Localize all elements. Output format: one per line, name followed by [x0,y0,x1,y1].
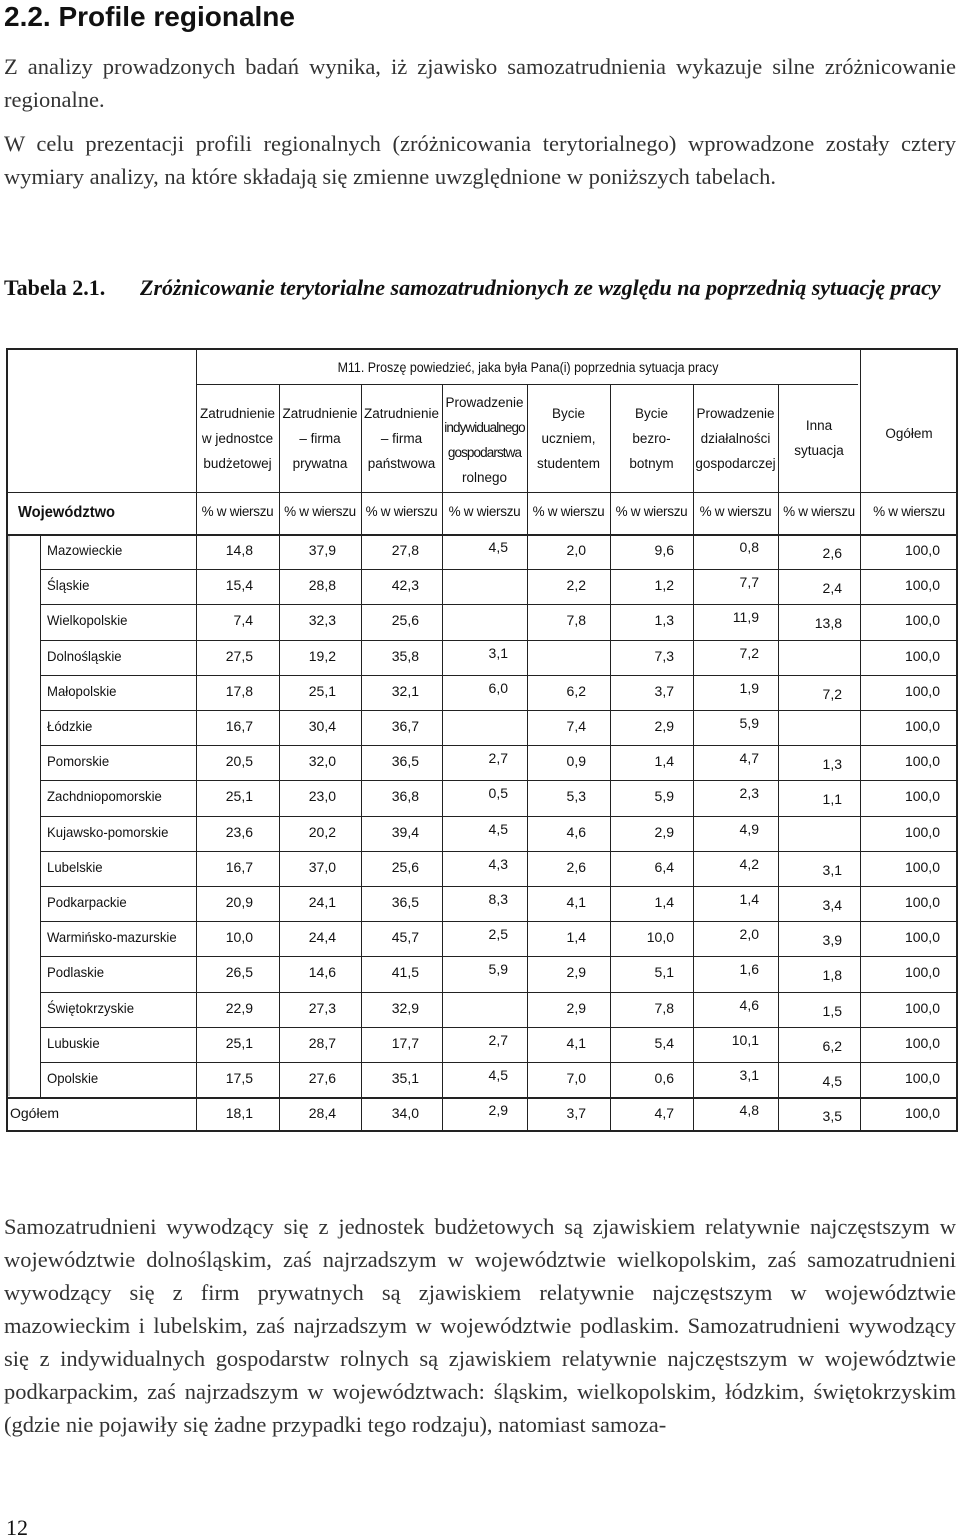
table-cell: 27,5 [225,648,253,664]
table-cell: 2,9 [654,824,674,840]
column-header-line: Bycie [551,405,585,421]
table-cell: 2,6 [822,545,842,561]
column-header-lines [364,401,439,476]
table-cell: 4,3 [488,856,508,872]
table-cell: 1,8 [822,967,842,983]
table-cell: 100,0 [904,1000,940,1016]
table-cell: 1,9 [739,680,759,696]
table-cell: 10,1 [731,1032,759,1048]
table-cell: 3,5 [822,1108,842,1124]
total-row-label: Ogółem [10,1105,60,1121]
column-header-lines [537,401,600,476]
table-cell: 20,9 [225,894,253,910]
unit-label: % w wierszu [615,504,688,519]
table-cell: 100,0 [904,788,940,804]
table-cell: 32,9 [391,1000,419,1016]
column-header [610,398,693,478]
column-header [778,398,860,478]
table-cell: 0,9 [566,753,586,769]
table-cell: 4,6 [566,824,586,840]
table-cell: 22,9 [225,1000,253,1016]
table-cell: 4,1 [566,894,586,910]
table-cell: 19,2 [308,648,336,664]
region-label: Śląskie [47,577,90,593]
table-cell: 17,7 [391,1035,419,1051]
region-label: Podlaskie [47,964,105,980]
region-label: Lubelskie [47,859,103,875]
table-cell: 45,7 [391,929,419,945]
table-cell: 1,2 [654,577,674,593]
region-label: Opolskie [47,1070,99,1086]
table-cell: 1,3 [654,612,674,628]
table-cell: 100,0 [904,964,940,980]
table-cell: 5,9 [739,715,759,731]
table-cell: 2,0 [566,542,586,558]
rule-col [778,384,779,1132]
column-header-lines [629,401,673,476]
page-number: 12 [6,1515,28,1540]
table-cell: 2,7 [488,1032,508,1048]
table-cell: 32,1 [391,683,419,699]
table-cell: 5,1 [654,964,674,980]
table-cell: 100,0 [904,648,940,664]
table-cell: 2,5 [488,926,508,942]
rule-row [40,780,958,781]
region-label: Warmińsko-mazurskie [47,929,177,945]
column-header-line: gospodarstwa [447,445,522,460]
column-header-line: w jednostce [201,430,274,446]
method-paragraph: W celu prezentacji profili regionalnych (zróżnicowania terytorialnego) wprowadzone zostały cztery wymiary analizy, na które składają się zmienne uwzględnione w poniższych tabelach. [4,131,956,189]
table-cell: 7,8 [566,612,586,628]
rule-row [40,886,958,887]
table-cell: 42,3 [391,577,419,593]
table-cell: 20,2 [308,824,336,840]
table-cell: 35,1 [391,1070,419,1086]
table-cell: 4,5 [488,539,508,555]
table-cell: 3,7 [654,683,674,699]
table-cell: 10,0 [646,929,674,945]
column-header-line: sytuacja [794,443,844,458]
unit-label: % w wierszu [448,504,521,519]
table-cell: 2,9 [566,964,586,980]
table-cell: 1,4 [566,929,586,945]
row-header-wojewodztwo: Województwo [18,504,116,521]
column-header-line: Prowadzenie [445,395,524,410]
table-cell: 24,4 [308,929,336,945]
column-header-line: Zatrudnienie [282,405,358,421]
column-header-line: indywidualnego [444,420,525,435]
table-cell: 32,0 [308,753,336,769]
table-cell: 100,0 [904,859,940,875]
table-cell: 27,3 [308,1000,336,1016]
table-cell: 2,4 [822,580,842,596]
rule-col [442,384,443,1132]
table-cell: 4,5 [822,1073,842,1089]
table-cell: 100,0 [904,577,940,593]
table-cell: 3,4 [822,897,842,913]
column-header-line: Zatrudnienie [199,405,276,421]
rule-row [40,1027,958,1028]
rule-col [610,384,611,1132]
column-header-line: gospodarczej [695,455,776,471]
table-cell: 39,4 [391,824,419,840]
table-cell: 5,9 [488,961,508,977]
table-cell: 7,3 [654,648,674,664]
rule-region-left [40,534,41,1097]
rule-row [40,675,958,676]
region-label: Mazowieckie [47,542,123,558]
table-caption-number: Tabela 2.1. [4,275,106,300]
column-header-lines [200,401,275,476]
table-cell: 25,6 [391,612,419,628]
table-cell: 4,1 [566,1035,586,1051]
table-cell: 7,4 [566,718,586,734]
column-header-line: budżetowej [203,455,272,471]
table-cell: 20,5 [225,753,253,769]
column-header-line: Zatrudnienie [363,405,440,421]
table-cell: 36,7 [391,718,419,734]
table-cell: 1,4 [739,891,759,907]
column-header [279,398,361,478]
region-label: Zachdniopomorskie [47,788,162,804]
table-cell: 16,7 [225,859,253,875]
table-cell: 2,9 [488,1102,508,1118]
table-cell: 23,6 [225,824,253,840]
column-header-line: studentem [536,455,601,471]
column-header-line: Bycie [634,405,668,421]
column-header-line: prywatna [292,455,348,471]
rule-col [693,384,694,1132]
table-cell: 36,5 [391,894,419,910]
column-header-line: – firma [380,430,423,446]
region-label: Wielkopolskie [47,612,128,628]
region-label: Podkarpackie [47,894,127,910]
table-cell: 5,9 [654,788,674,804]
rule-row [40,992,958,993]
table-cell: 4,8 [739,1102,759,1118]
region-label: Dolnośląskie [47,648,122,664]
column-header-lines [444,390,524,490]
table-cell: 0,6 [654,1070,674,1086]
table-cell: 28,4 [308,1105,336,1121]
table-cell: 27,8 [391,542,419,558]
table-cell: 30,4 [308,718,336,734]
table-cell: 2,6 [566,859,586,875]
table-cell: 23,0 [308,788,336,804]
rule-row [40,604,958,605]
table-cell: 28,7 [308,1035,336,1051]
region-label: Małopolskie [47,683,117,699]
unit-label: % w wierszu [201,504,274,519]
table-cell: 100,0 [904,894,940,910]
column-header [527,398,610,478]
rule-row [40,640,958,641]
table-cell: 14,6 [308,964,336,980]
table-cell: 3,9 [822,932,842,948]
analysis-paragraph: Samozatrudnieni wywodzący się z jednostek budżetowych są zjawiskiem relatywnie najczęstszym w województwie dolnośląskim, zaś najrzadszym w województwie wielkopolskim, zaś samozatrudnieni wywodzący się z firm prywatnych są zjawiskiem relatywnie najczęstszym w województwie mazowieckim i lubelskim, zaś najrzadszym w województwie podlaskim. Samozatrudnieni wywodzący się z indywidualnych gospodarstw rolnych są zjawiskiem relatywnie najczęstszym w województwie podkarpackim, zaś najrzadszym w województwach: śląskim, wielkopolskim, łódzkim, świętokrzyskim (gdzie nie pojawiły się żadne przypadki tego rodzaju), natomiast samoza- [4,1214,956,1437]
table-cell: 1,4 [654,753,674,769]
table-cell: 37,9 [308,542,336,558]
column-header-line: państwowa [367,455,436,471]
table-cell: 100,0 [904,1105,940,1121]
unit-label: % w wierszu [873,504,945,519]
region-label: Pomorskie [47,753,110,769]
rule-row [40,851,958,852]
table-cell: 16,7 [225,718,253,734]
column-header-line: Prowadzenie [696,405,775,421]
table-cell: 17,5 [225,1070,253,1086]
table-cell: 1,4 [654,894,674,910]
region-label: Lubuskie [47,1035,100,1051]
table-cell: 100,0 [904,753,940,769]
rule-body-top [8,534,958,536]
column-header-line: Inna [805,418,833,433]
unit-label: % w wierszu [532,504,605,519]
column-header-line: botnym [629,455,674,471]
table-cell: 11,9 [732,609,759,625]
region-label: Kujawsko-pomorskie [47,824,169,840]
table-cell: 0,5 [488,785,508,801]
region-label: Łódzkie [47,718,93,734]
table-cell: 7,2 [822,686,842,702]
table-cell: 10,0 [225,929,253,945]
table-cell: 3,1 [822,862,842,878]
table-cell: 7,4 [233,612,253,628]
table-cell: 2,3 [739,785,759,801]
column-header-line: uczniem, [541,430,596,446]
table-cell: 27,6 [308,1070,336,1086]
table-cell: 36,8 [391,788,419,804]
table-cell: 2,9 [566,1000,586,1016]
table-cell: 1,5 [822,1003,842,1019]
table-cell: 4,5 [488,821,508,837]
table-cell: 6,2 [822,1038,842,1054]
table-cell: 36,5 [391,753,419,769]
table-cell: 4,7 [654,1105,674,1121]
table-cell: 100,0 [904,612,940,628]
table-cell: 100,0 [904,1070,940,1086]
table-caption-title: Zróżnicowanie terytorialne samozatrudnionych ze względu na poprzednią sytuację pracy [140,275,941,300]
table-cell: 7,0 [566,1070,586,1086]
table-cell: 6,0 [488,680,508,696]
table-cell: 2,0 [739,926,759,942]
table-cell: 4,5 [488,1067,508,1083]
table-cell: 2,9 [654,718,674,734]
table-cell: 8,3 [488,891,508,907]
rule-row [40,745,958,746]
column-header-line: – firma [299,430,341,446]
column-header [361,398,442,478]
intro-paragraph: Z analizy prowadzonych badań wynika, iż zjawisko samozatrudnienia wykazuje silne zróżnicowanie regionalne. [4,54,956,112]
column-header [442,388,527,492]
column-header [693,398,778,478]
table-cell: 41,5 [391,964,419,980]
table-cell: 3,7 [566,1105,586,1121]
table-cell: 1,3 [822,756,842,772]
table-cell: 1,6 [739,961,759,977]
table-cell: 5,4 [654,1035,674,1051]
table-cell: 1,1 [822,791,842,807]
rule-total-top [8,1097,958,1099]
rule-row [40,816,958,817]
column-header-lines [282,401,357,476]
column-header-lines [794,413,844,463]
rule-row [40,1062,958,1063]
table-cell: 3,1 [488,645,508,661]
table-cell: 100,0 [904,1035,940,1051]
table-cell: 0,8 [739,539,759,555]
table-cell: 3,1 [739,1067,759,1083]
table-cell: 100,0 [904,929,940,945]
table-cell: 4,2 [739,856,759,872]
table-cell: 25,1 [225,788,253,804]
rule-header-bottom [8,492,958,493]
table-cell: 37,0 [308,859,336,875]
unit-label: % w wierszu [699,504,772,519]
column-header-lines [695,401,775,476]
table-cell: 2,2 [566,577,586,593]
region-label: Świętokrzyskie [47,1000,135,1016]
table-cell: 7,2 [739,645,759,661]
unit-label: % w wierszu [365,504,438,519]
column-header-line: działalności [700,430,771,446]
section-heading: 2.2. Profile regionalne [4,1,295,32]
table-cell: 25,1 [225,1035,253,1051]
table-cell: 6,2 [566,683,586,699]
table-cell: 9,6 [654,542,674,558]
table-cell: 13,8 [814,615,842,631]
table-cell: 17,8 [225,683,253,699]
rule-row [40,956,958,957]
table-cell: 25,1 [308,683,336,699]
column-header-line: rolnego [461,470,508,485]
table-cell: 100,0 [904,683,940,699]
table-cell: 25,6 [391,859,419,875]
column-header-line: bezro- [632,430,671,446]
table-cell: 100,0 [904,718,940,734]
table-cell: 100,0 [904,542,940,558]
table-cell: 18,1 [225,1105,253,1121]
table-cell: 5,3 [566,788,586,804]
table-cell: 2,7 [488,750,508,766]
table-cell: 100,0 [904,824,940,840]
table-cell: 4,9 [739,821,759,837]
rule-row [40,710,958,711]
rule-row [40,921,958,922]
table-cell: 6,4 [654,859,674,875]
table-cell: 7,8 [654,1000,674,1016]
table-cell: 34,0 [391,1105,419,1121]
rule-row [40,569,958,570]
table-cell: 32,3 [308,612,336,628]
table-cell: 24,1 [308,894,336,910]
table-cell: 7,7 [739,574,759,590]
table-cell: 4,7 [739,750,759,766]
data-table [0,348,960,1132]
table-cell: 15,4 [225,577,253,593]
table-cell: 28,8 [308,577,336,593]
table-cell: 35,8 [391,648,419,664]
unit-label: % w wierszu [783,504,855,519]
question-header: M11. Proszę powiedzieć, jaka była Pana(i) poprzednia sytuacja pracy [337,360,719,375]
table-cell: 26,5 [225,964,253,980]
column-header [196,398,279,478]
table-cell: 4,6 [739,997,759,1013]
table-cell: 14,8 [225,542,253,558]
column-header-total: Ogółem [885,425,933,441]
unit-label: % w wierszu [284,504,356,519]
